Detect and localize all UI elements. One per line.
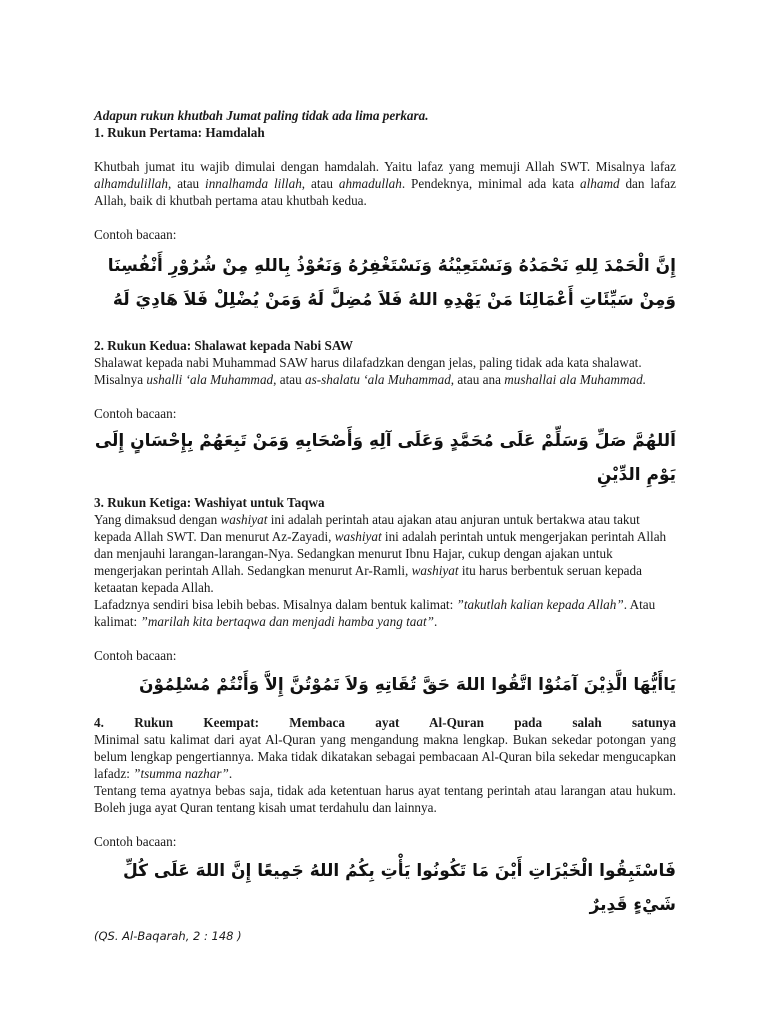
body-text: . <box>228 766 233 781</box>
example-label: Contoh bacaan: <box>94 834 177 849</box>
section-heading: 1. Rukun Pertama: Hamdalah <box>94 125 265 140</box>
italic-term: washiyat <box>334 529 382 544</box>
italic-term: innalhamda lillah <box>205 176 302 191</box>
example-label: Contoh bacaan: <box>94 648 177 663</box>
section-body <box>94 511 676 630</box>
body-text: , atau <box>168 176 206 191</box>
arabic-text: إِنَّ الْحَمْدَ لِلهِ نَحْمَدُهُ وَنَسْتَعِيْنُهُ وَنَسْتَغْفِرُهُ وَنَعُوْذُ بِاللهِ مِنْ شُرُوْرِ أَنْفُسِنَا وَمِنْ سَيِّئَاتِ أَعْمَالِنَا مَنْ يَهْدِهِ اللهُ فَلاَ مُضِلَّ لَهُ وَمَنْ يُضْلِلْ فَلاَ هَادِيَ لَهُ <box>107 256 676 310</box>
arabic-text: اَللهُمَّ صَلِّ وَسَلِّمْ عَلَى مُحَمَّدٍ وَعَلَى آلِهِ وَأَصْحَابِهِ وَمَنْ تَبِعَهُمْ بِإِحْسَانٍ إِلَى يَوْمِ الدِّيْنِ <box>94 431 676 485</box>
body-text: Tentang tema ayatnya bebas saja, tidak ada ketentuan harus ayat tentang perintah atau larangan atau hukum. Boleh juga ayat Quran tentang kisah umat terdahulu dan lainnya. <box>94 783 676 815</box>
italic-term: ahmadullah <box>338 176 402 191</box>
section-heading: 2. Rukun Kedua: Shalawat kepada Nabi SAW <box>94 338 354 353</box>
body-text: Shalawat kepada nabi Muhammad SAW harus dilafadzkan dengan jelas, paling tidak ada kata shalawat. Misalnya <box>94 355 642 387</box>
section-body <box>94 354 676 388</box>
italic-term: mushallai ala Muhammad. <box>504 372 647 387</box>
document-title: Adapun rukun khutbah Jumat paling tidak ada lima perkara. <box>94 108 429 123</box>
arabic-text: يَاأَيُّهَا الَّذِيْنَ آمَنُوْا اتَّقُوا اللهَ حَقَّ تُقَاتِهِ وَلاَ تَمُوْتُنَّ إِلاَّ وَأَنْتُمْ مُسْلِمُوْنَ <box>138 675 676 695</box>
document-content <box>94 107 676 945</box>
body-text: itu harus berbentuk seruan kepada ketaatan kepada Allah. <box>94 563 642 595</box>
body-text: Lafadznya sendiri bisa lebih bebas. Misalnya dalam bentuk kalimat: <box>94 597 457 612</box>
section-heading: 3. Rukun Ketiga: Washiyat untuk Taqwa <box>94 495 325 510</box>
body-text: ini adalah perintah atau ajakan atau anjuran untuk bertakwa atau takut kepada Allah SWT. Dan menurut Az-Zayadi, <box>94 512 640 544</box>
body-text: Minimal satu kalimat dari ayat Al-Quran yang mengandung makna lengkap. Bukan sekedar potongan yang belum lengkap pengertiannya. Maka tidak dikatakan sebagai pembacaan Al-Quran bila sekedar mengucapkan lafadz: <box>94 732 676 781</box>
italic-term: alhamdulillah <box>94 176 168 191</box>
body-text: dan lafaz Allah, baik di khutbah pertama atau khutbah kedua. <box>94 176 676 208</box>
italic-term: ”tsumma nazhar” <box>133 766 229 781</box>
section-heading: 4. Rukun Keempat: Membaca ayat Al-Quran pada salah satunya <box>94 715 676 730</box>
body-text: . Atau kalimat: <box>94 597 656 629</box>
italic-term: alhamd <box>580 176 620 191</box>
italic-term: washiyat <box>411 563 459 578</box>
body-text: ini adalah perintah untuk mengerjakan perintah Allah dan menjauhi larangan-larangan-Nya. Sedangkan menurut Ibnu Hajar, cukup dengan ajakan untuk mengerjakan perintah Allah. Sedangkan menurut Ar-Ramli, <box>94 529 667 578</box>
body-text: , atau <box>273 372 305 387</box>
section-body <box>94 158 676 209</box>
body-text: . <box>433 614 438 629</box>
body-text: . Pendeknya, minimal ada kata <box>401 176 580 191</box>
section-body <box>94 731 676 816</box>
body-text: Khutbah jumat itu wajib dimulai dengan hamdalah. Yaitu lafaz yang memuji Allah SWT. Misalnya lafaz <box>94 159 676 174</box>
italic-term: ”marilah kita bertaqwa dan menjadi hamba yang taat” <box>140 614 434 629</box>
body-text: , atau ana <box>450 372 505 387</box>
italic-term: ”takutlah kalian kepada Allah” <box>456 597 624 612</box>
arabic-text: فَاسْتَبِقُوا الْخَيْرَاتِ أَيْنَ مَا تَكُونُوا يَأْتِ بِكُمُ اللهُ جَمِيعًا إِنَّ اللهَ عَلَى كُلِّ شَيْءٍ قَدِيرٌ <box>122 861 676 915</box>
italic-term: washiyat <box>220 512 268 527</box>
quran-reference: (QS. Al-Baqarah, 2 : 148 ) <box>94 929 242 943</box>
italic-term: ushalli ‘ala Muhammad <box>146 372 274 387</box>
body-text: , atau <box>301 176 339 191</box>
example-label: Contoh bacaan: <box>94 227 177 242</box>
body-text: Yang dimaksud dengan <box>94 512 221 527</box>
italic-term: as-shalatu ‘ala Muhammad <box>305 372 451 387</box>
example-label: Contoh bacaan: <box>94 406 177 421</box>
